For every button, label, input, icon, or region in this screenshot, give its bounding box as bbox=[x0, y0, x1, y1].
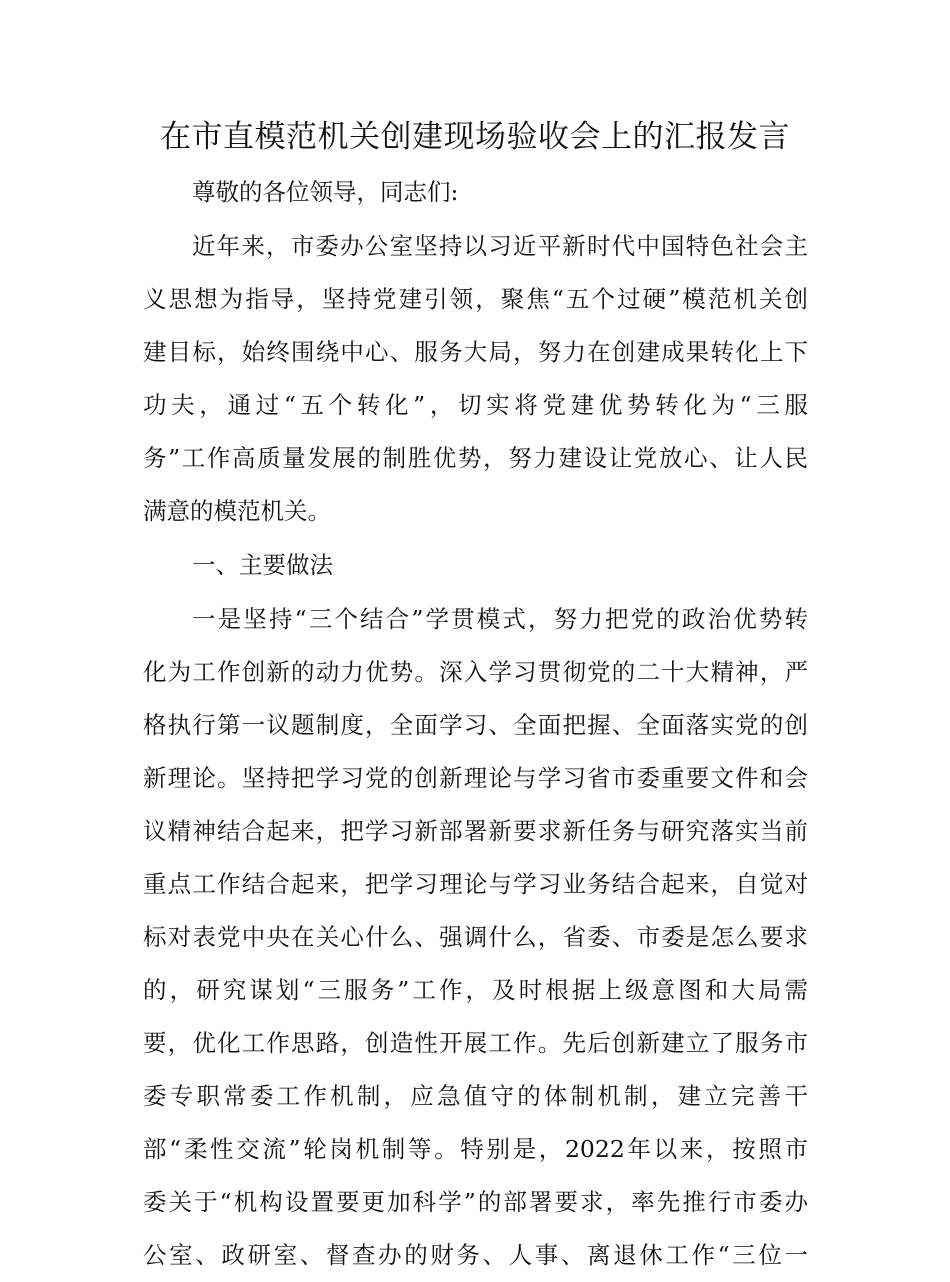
text-line-12: 议精神结合起来，把学习新部署新要求新任务与研究落实当前 bbox=[143, 817, 808, 845]
document-title: 在市直模范机关创建现场验收会上的汇报发言 bbox=[160, 119, 790, 155]
text-line-1: 近年来，市委办公室坚持以习近平新时代中国特色社会主 bbox=[192, 232, 808, 260]
text-line-9: 化为工作创新的动力优势。深入学习贯彻党的二十大精神，严 bbox=[143, 658, 808, 686]
text-line-19: 委关于“机构设置要更加科学”的部署要求，率先推行市委办 bbox=[143, 1188, 808, 1216]
text-line-16: 要，优化工作思路，创造性开展工作。先后创新建立了服务市 bbox=[143, 1029, 808, 1057]
text-line-13: 重点工作结合起来，把学习理论与学习业务结合起来，自觉对 bbox=[143, 870, 808, 898]
text-line-5: 务”工作高质量发展的制胜优势，努力建设让党放心、让人民 bbox=[143, 444, 808, 472]
text-line-17: 委专职常委工作机制，应急值守的体制机制，建立完善干 bbox=[143, 1082, 808, 1110]
text-line-4: 功夫，通过“五个转化”，切实将党建优势转化为“三服 bbox=[143, 391, 808, 419]
text-line-18: 部“柔性交流”轮岗机制等。特别是，2022年以来，按照市 bbox=[143, 1135, 808, 1163]
text-line-11: 新理论。坚持把学习党的创新理论与学习省市委重要文件和会 bbox=[143, 764, 808, 792]
text-line-3: 建目标，始终围绕中心、服务大局，努力在创建成果转化上下 bbox=[143, 338, 808, 366]
text-line-8: 一是坚持“三个结合”学贯模式，努力把党的政治优势转 bbox=[192, 605, 808, 633]
section-heading: 一、主要做法 bbox=[192, 551, 333, 579]
text-line-14: 标对表党中央在关心什么、强调什么，省委、市委是怎么要求 bbox=[143, 923, 808, 951]
text-line-20: 公室、政研室、督查办的财务、人事、离退休工作“三位一 bbox=[143, 1241, 808, 1269]
text-line-10: 格执行第一议题制度，全面学习、全面把握、全面落实党的创 bbox=[143, 711, 808, 739]
greeting-line: 尊敬的各位领导，同志们: bbox=[192, 178, 459, 206]
text-line-15: 的，研究谋划“三服务”工作，及时根据上级意图和大局需 bbox=[143, 976, 808, 1004]
text-line-6: 满意的模范机关。 bbox=[143, 497, 331, 525]
text-line-2: 义思想为指导，坚持党建引领，聚焦“五个过硬”模范机关创 bbox=[143, 285, 808, 313]
